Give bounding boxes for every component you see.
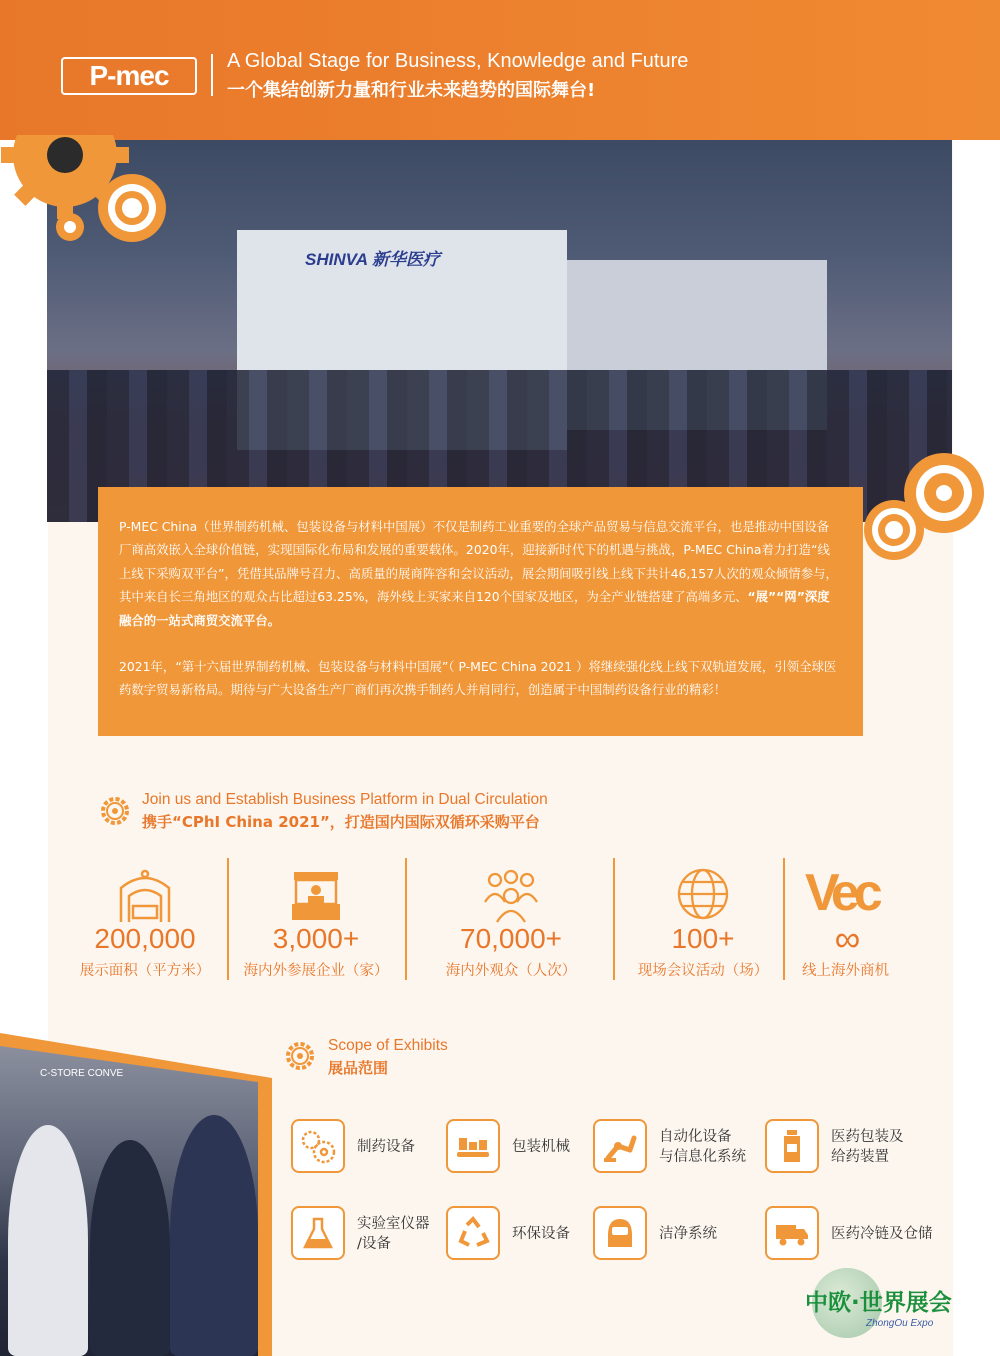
- booth-brand-sign: SHINVA 新华医疗: [305, 250, 441, 269]
- exhibit-label: 洁净系统: [659, 1226, 717, 1242]
- flask-icon: [291, 1206, 345, 1260]
- join-section-title-en: Join us and Establish Business Platform in Dual Circulation: [142, 791, 548, 808]
- infinity-icon: ∞: [834, 918, 861, 959]
- stat-divider: [405, 858, 407, 980]
- header-banner: [0, 0, 1000, 140]
- globe-icon: [673, 866, 733, 926]
- exhibition-hall-icon: [115, 866, 175, 926]
- cleanroom-suit-icon: [593, 1206, 647, 1260]
- intro-paragraph-1-body: P-MEC China（世界制药机械、包装设备与材料中国展）不仅是制药工业重要的全球产品贸易与信息交流平台，也是推动中国设备厂商高效嵌入全球价值链，实现国际化布局和发展的重要载体。2020年，迎接新时代下的机遇与挑战，P-MEC China着力打造“线上线下采购双平台”，凭借其品牌号召力、高质量的展商阵容和会议活动，展会期间吸引线上线下共计46,157人次的观众倾情参与，其中来自长三角地区的观众占比超过63.25%，海外线上买家来自120个国家及地区，为全产业链搭建了高端多元、: [119, 519, 838, 605]
- bottle-icon: [765, 1119, 819, 1173]
- exhibit-label: 制药设备: [357, 1139, 415, 1155]
- stat-label: 海内外观众（人次）: [445, 963, 577, 979]
- svg-text:Vec: Vec: [805, 864, 877, 918]
- stat-exhibitors: [240, 858, 392, 988]
- exhibit-label: 实验室仪器 /设备: [357, 1216, 430, 1252]
- gears-icon: [291, 1119, 345, 1173]
- stat-label: 线上海外商机: [802, 963, 889, 979]
- intro-paragraph-1-highlight: “展”“网”深度融合的一站式商贸交流平台。: [119, 589, 830, 628]
- exhibit-label: 医药冷链及仓储: [831, 1226, 933, 1242]
- stat-value: 70,000+: [460, 923, 562, 954]
- audience-icon: [481, 866, 541, 926]
- stat-label: 现场会议活动（场）: [637, 963, 769, 979]
- join-section-title-cn: 携手“CPhI China 2021”，打造国内国际双循环采购平台: [142, 813, 540, 831]
- stat-visitors: [436, 858, 586, 988]
- stat-value: 3,000+: [272, 923, 360, 954]
- stat-divider: [783, 858, 785, 980]
- tagline-chinese: 一个集结创新力量和行业未来趋势的国际舞台!: [227, 80, 596, 101]
- exhibit-label: 医药包装及 给药装置: [831, 1129, 904, 1165]
- stat-exhibition-area: [70, 858, 220, 988]
- section-gear-icon: [99, 795, 131, 827]
- intro-text-box: [98, 487, 863, 736]
- stat-divider: [227, 858, 229, 980]
- stat-label: 海内外参展企业（家）: [243, 963, 389, 979]
- exhibit-label: 包装机械: [512, 1139, 570, 1155]
- stat-online: [795, 858, 900, 988]
- watermark-subtext: ZhongOu Expo: [866, 1318, 934, 1329]
- truck-icon: [765, 1206, 819, 1260]
- stat-divider: [613, 858, 615, 980]
- section-gear-icon: [284, 1040, 316, 1072]
- gear-cluster-right-icon: [858, 450, 988, 570]
- stat-value: 200,000: [94, 923, 196, 954]
- tagline-english: A Global Stage for Business, Knowledge and Future: [227, 50, 689, 72]
- vec-logo: [803, 858, 887, 918]
- intro-paragraph-1: [119, 515, 839, 632]
- exhibit-label: 环保设备: [512, 1226, 570, 1242]
- conveyor-icon: [446, 1119, 500, 1173]
- stat-value: 100+: [671, 923, 735, 954]
- scope-section-title-en: Scope of Exhibits: [328, 1037, 448, 1054]
- stat-label: 展示面积（平方米）: [79, 963, 211, 979]
- booth-icon: [286, 866, 346, 926]
- photo-person: [170, 1115, 258, 1356]
- recycle-icon: [446, 1206, 500, 1260]
- watermark-logo-text: 中欧·世界展会: [805, 1290, 952, 1316]
- gear-cluster-icon: [0, 135, 180, 255]
- header-divider: [211, 54, 213, 96]
- photo-person: [8, 1125, 88, 1356]
- pmec-logo: P-mec: [61, 57, 197, 95]
- robot-arm-icon: [593, 1119, 647, 1173]
- intro-paragraph-2: 2021年，“第十六届世界制药机械、包装设备与材料中国展”（ P-MEC China 2021 ）将继续强化线上线下双轨道发展，引领全球医药数字贸易新格局。期待与广大设备生产厂商们再次携手制药人并肩同行，创造属于中国制药设备行业的精彩！: [119, 659, 837, 698]
- side-photo-sign: C-STORE CONVE: [40, 1068, 124, 1079]
- stat-conferences: [628, 858, 778, 988]
- photo-person: [90, 1140, 170, 1356]
- exhibit-label: 自动化设备 与信息化系统: [659, 1129, 746, 1165]
- scope-section-title-cn: 展品范围: [328, 1059, 389, 1077]
- exhibition-hall-photo: [47, 140, 952, 522]
